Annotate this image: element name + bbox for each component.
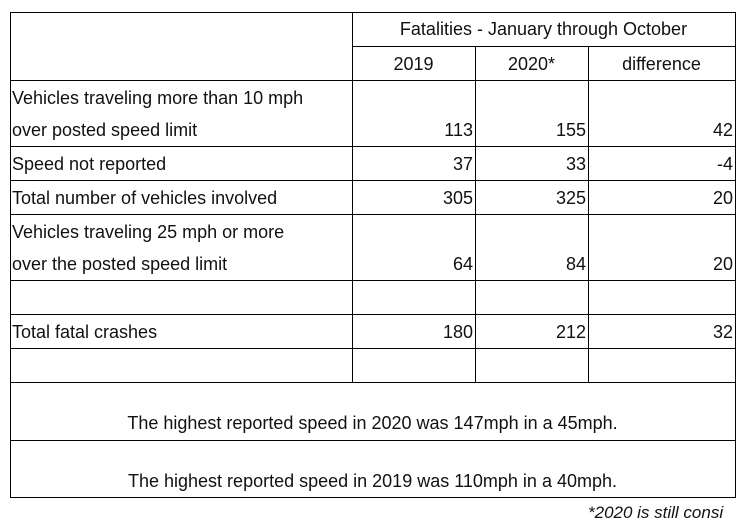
cell-2020: 84 [565,254,586,274]
row-label: Vehicles traveling more than 10 mph [12,88,304,108]
row-divider [10,440,735,441]
cell-2019: 64 [452,254,473,274]
cell-difference: 42 [712,120,733,140]
cell-2020: 212 [555,322,586,342]
cell-2019: 37 [452,154,473,174]
footnote: *2020 is still consi [588,503,724,522]
column-header-difference: difference [622,54,701,74]
row-divider [352,46,735,47]
cell-2020: 33 [565,154,586,174]
cell-2019: 113 [444,120,473,140]
cell-difference: 20 [712,188,733,208]
row-label: Total number of vehicles involved [12,188,278,208]
table-border-bottom [10,497,735,498]
row-divider [10,382,735,383]
header-group-title: Fatalities - January through October [399,19,688,39]
table-border-right [735,12,736,498]
cell-2020: 325 [555,188,586,208]
row-label: Speed not reported [12,154,167,174]
row-label: Vehicles traveling 25 mph or more [12,222,285,242]
row-divider [10,280,735,281]
table-border-top [10,12,735,13]
row-divider [10,314,735,315]
column-header-2019: 2019 [393,54,434,74]
cell-difference: 32 [712,322,733,342]
cell-2020: 155 [555,120,586,140]
column-header-2020: 2020* [507,54,556,74]
row-label: Total fatal crashes [12,322,158,342]
cell-difference: 20 [712,254,733,274]
row-divider [10,214,735,215]
row-label: over posted speed limit [12,120,198,140]
row-divider [10,180,735,181]
row-divider [10,80,735,81]
note-highest-speed-2019: The highest reported speed in 2019 was 110mph in a 40mph. [128,471,617,491]
row-label: over the posted speed limit [12,254,228,274]
cell-difference: -4 [716,154,733,174]
note-highest-speed-2020: The highest reported speed in 2020 was 147mph in a 45mph. [127,413,618,433]
cell-2019: 305 [442,188,473,208]
cell-2019: 180 [442,322,473,342]
row-divider [10,146,735,147]
row-divider [10,348,735,349]
